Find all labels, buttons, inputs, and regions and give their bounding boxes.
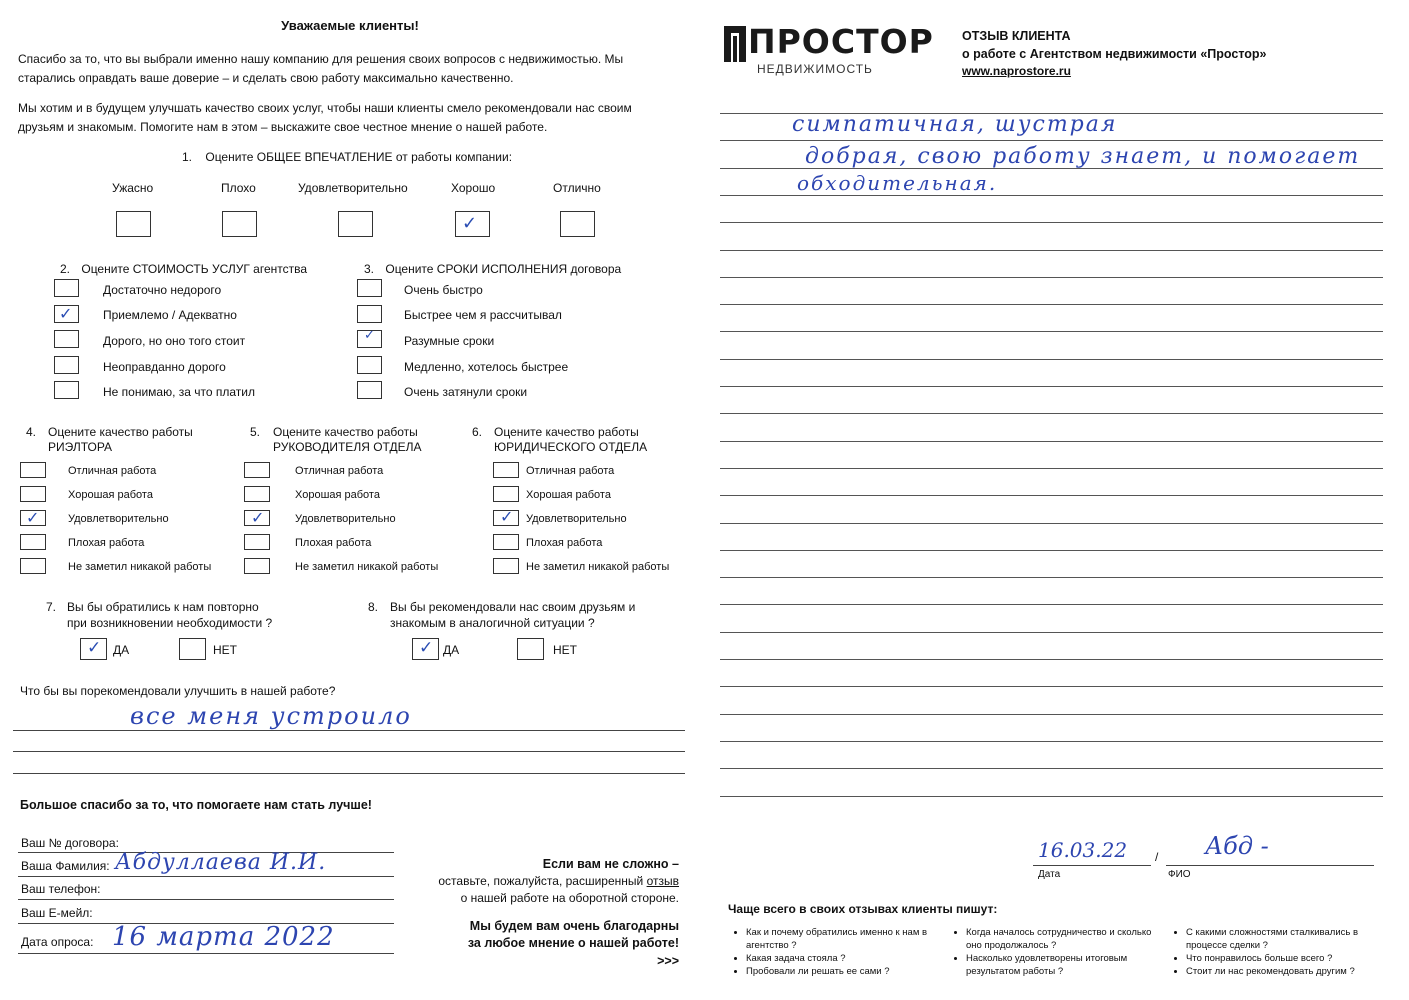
q3-option-label-2: Разумные сроки: [404, 334, 495, 348]
tips-column-1: [730, 926, 930, 978]
note-line-1: Если вам не сложно –: [542, 857, 679, 871]
q1-option-label-2: Удовлетворительно: [298, 181, 408, 195]
q5-option-label-2: Удовлетворительно: [295, 513, 396, 525]
check-mark-icon: ✓: [87, 638, 102, 658]
signature-fio-line: [1166, 865, 1374, 866]
q4-option-label-3: Плохая работа: [68, 537, 145, 549]
review-text-line-1[interactable]: симпатичная, шустрая: [792, 112, 1118, 137]
q8-title-line-2: знакомым в аналогичной ситуации ?: [390, 616, 595, 630]
note-line-2: [400, 873, 679, 890]
q4-title-line-1: Оцените качество работы: [48, 425, 193, 439]
greeting-title: Уважаемые клиенты!: [281, 18, 419, 33]
review-rule-line: [720, 577, 1383, 578]
company-website-link[interactable]: www.naprostore.ru: [962, 64, 1071, 78]
q6-checkbox-2[interactable]: [493, 507, 519, 526]
q2-checkbox-2[interactable]: [54, 330, 79, 348]
review-rule-line: [720, 304, 1383, 305]
q6-number: 6.: [472, 425, 483, 439]
q5-checkbox-1[interactable]: [244, 486, 270, 502]
q4-checkbox-2[interactable]: [20, 510, 46, 526]
q4-title-line-2: РИЭЛТОРА: [48, 440, 113, 454]
review-rule-line: [720, 604, 1383, 605]
q3-checkbox-1[interactable]: [357, 305, 382, 323]
signature-fio[interactable]: Абд -: [1205, 832, 1269, 860]
review-header-title: ОТЗЫВ КЛИЕНТА: [962, 29, 1071, 43]
q7-title-line-2: при возникновении необходимости ?: [67, 616, 273, 630]
q3-option-label-1: Быстрее чем я рассчитывал: [404, 308, 562, 322]
q7-title-line-1: Вы бы обратились к нам повторно: [67, 600, 259, 614]
q4-number: 4.: [26, 425, 37, 439]
review-rule-line: [720, 250, 1383, 251]
logo-subtitle: НЕДВИЖИМОСТЬ: [757, 62, 873, 76]
q4-checkbox-1[interactable]: [20, 486, 46, 502]
q2-option-label-1: Приемлемо / Адекватно: [103, 308, 237, 322]
q1-checkbox-0[interactable]: [116, 211, 151, 237]
tips-column-2: [950, 926, 1155, 978]
review-rule-line: [720, 550, 1383, 551]
q5-checkbox-2[interactable]: [244, 510, 270, 526]
q2-option-label-2: Дорого, но оно того стоит: [103, 334, 246, 348]
note-line-5: за любое мнение о нашей работе!: [467, 936, 679, 950]
intro-paragraph-2: Мы хотим и в будущем улучшать качество своих услуг, чтобы наши клиенты смело рекомендовали нас своим друзьям и знакомым. Помогите нам в этом – выскажите свое честное мнение о нашей работе.: [18, 101, 632, 134]
q7-no-checkbox[interactable]: [179, 638, 206, 660]
tip-item: • Когда началось сотрудничество и сколько оно продолжалось ?: [966, 926, 1155, 952]
q3-title: [364, 262, 621, 276]
company-logo: [724, 22, 934, 80]
tip-item: • С какими сложностями сталкивались в процессе сделки ?: [1186, 926, 1360, 952]
q1-number: 1.: [182, 150, 193, 164]
thanks-text: Большое спасибо за то, что помогаете нам стать лучше!: [20, 798, 372, 812]
review-rule-line: [720, 768, 1383, 769]
tips-column-3: [1170, 926, 1360, 978]
q4-option-label-2: Удовлетворительно: [68, 513, 169, 525]
tip-item: • Стоит ли нас рекомендовать другим ?: [1186, 965, 1360, 978]
review-rule-line: [720, 441, 1383, 442]
q4-checkbox-0[interactable]: [20, 462, 46, 478]
logo-brand: ПРОСТОР: [748, 22, 934, 61]
q1-checkbox-4[interactable]: [560, 211, 595, 237]
q3-option-label-0: Очень быстро: [404, 283, 483, 297]
date-label: Дата опроса:: [21, 935, 94, 949]
review-rule-line: [720, 523, 1383, 524]
q2-checkbox-0[interactable]: [54, 279, 79, 297]
q1-option-label-0: Ужасно: [112, 181, 154, 195]
note-line-2-text: оставьте, пожалуйста, расширенный: [438, 874, 647, 888]
logo-mark-icon: [724, 26, 746, 62]
q8-yes-checkbox[interactable]: [412, 638, 439, 660]
surname-field[interactable]: Абдуллаева И.И.: [115, 850, 327, 875]
check-mark-icon: ✓: [251, 508, 265, 527]
q3-option-label-3: Медленно, хотелось быстрее: [404, 360, 569, 374]
review-rule-line: [720, 413, 1383, 414]
q8-no-checkbox[interactable]: [517, 638, 544, 660]
review-rule-line: [720, 741, 1383, 742]
q1-option-label-3: Хорошо: [451, 181, 496, 195]
review-rule-line: [720, 195, 1383, 196]
q6-checkbox-1[interactable]: [493, 486, 519, 502]
review-text-line-2[interactable]: добрая, свою работу знает, и помогает: [805, 144, 1361, 169]
q6-option-label-2: Удовлетворительно: [526, 513, 627, 525]
review-rule-line: [720, 359, 1383, 360]
review-ruled-area[interactable]: [720, 110, 1383, 810]
q2-option-label-4: Не понимаю, за что платил: [103, 385, 256, 399]
q3-option-label-4: Очень затянули сроки: [404, 385, 528, 399]
q7-yes-label: ДА: [113, 643, 130, 657]
q2-checkbox-3[interactable]: [54, 356, 79, 374]
q1-checkbox-2[interactable]: [338, 211, 373, 237]
q3-checkbox-0[interactable]: [357, 279, 382, 297]
signature-separator: /: [1155, 850, 1159, 864]
q2-option-label-3: Неоправданно дорого: [103, 360, 226, 374]
q5-option-label-0: Отличная работа: [295, 465, 384, 477]
review-rule-line: [720, 140, 1383, 141]
intro-paragraph-1: Спасибо за то, что вы выбрали именно нашу компанию для решения своих вопросов с недвижимостью. Мы старались оправдать ваше доверие – и сделать свою работу максимально качественно.: [18, 52, 624, 85]
q8-no-label: НЕТ: [553, 643, 577, 657]
q5-title-line-2: РУКОВОДИТЕЛЯ ОТДЕЛА: [273, 440, 422, 454]
q7-yes-checkbox[interactable]: [80, 638, 107, 660]
review-rule-line: [720, 659, 1383, 660]
q1-checkbox-3[interactable]: [455, 211, 490, 237]
q4-option-label-0: Отличная работа: [68, 465, 157, 477]
review-rule-line: [720, 386, 1383, 387]
q8-yes-label: ДА: [443, 643, 460, 657]
tip-item: • Что понравилось больше всего ?: [1186, 952, 1360, 965]
improve-line-1: [13, 730, 685, 731]
improve-line-3: [13, 773, 685, 774]
q8-number: 8.: [368, 600, 379, 614]
q5-option-label-1: Хорошая работа: [295, 489, 380, 501]
q6-checkbox-0[interactable]: [493, 462, 519, 478]
note-line-3: о нашей работе на оборотной стороне.: [460, 891, 679, 905]
tip-item: • Насколько удовлетворены итоговым результатом работы ?: [966, 952, 1155, 978]
note-line-4: Мы будем вам очень благодарны: [469, 919, 679, 933]
review-rule-line: [720, 714, 1383, 715]
signature-date[interactable]: 16.03.22: [1038, 838, 1128, 862]
reverse-side-note: [400, 856, 679, 970]
q6-checkbox-3[interactable]: [493, 534, 519, 550]
email-label: Ваш Е-мейл:: [21, 906, 93, 920]
q3-text: Оцените СРОКИ ИСПОЛНЕНИЯ договора: [385, 262, 622, 276]
q1-option-label-4: Отлично: [553, 181, 601, 195]
tip-item: • Пробовали ли решать ее сами ?: [746, 965, 930, 978]
review-text-line-3[interactable]: обходительная.: [797, 171, 998, 195]
q2-title: [60, 262, 307, 276]
phone-line: [18, 899, 394, 900]
review-rule-line: [720, 796, 1383, 797]
q1-option-label-1: Плохо: [221, 181, 256, 195]
tips-title: Чаще всего в своих отзывах клиенты пишут:: [728, 902, 998, 916]
q5-checkbox-3[interactable]: [244, 534, 270, 550]
date-line: [18, 953, 394, 954]
q1-checkbox-1[interactable]: [222, 211, 257, 237]
tip-item: • Какая задача стояла ?: [746, 952, 930, 965]
check-mark-icon: ✓: [500, 507, 514, 526]
q2-checkbox-4[interactable]: [54, 381, 79, 399]
check-mark-icon: ✓: [59, 304, 73, 323]
review-rule-line: [720, 686, 1383, 687]
q2-text: Оцените СТОИМОСТЬ УСЛУГ агентства: [81, 262, 308, 276]
signature-fio-label: ФИО: [1168, 869, 1191, 880]
review-rule-line: [720, 495, 1383, 496]
review-rule-line: [720, 632, 1383, 633]
phone-label: Ваш телефон:: [21, 882, 101, 896]
q8-title-line-1: Вы бы рекомендовали нас своим друзьям и: [390, 600, 636, 614]
review-rule-line: [720, 331, 1383, 332]
signature-date-label: Дата: [1038, 869, 1061, 880]
q5-number: 5.: [250, 425, 261, 439]
improve-question: Что бы вы порекомендовали улучшить в нашей работе?: [20, 684, 336, 698]
surname-line: [18, 876, 394, 877]
signature-date-line: [1033, 865, 1151, 866]
q1-text: Оцените ОБЩЕЕ ВПЕЧАТЛЕНИЕ от работы компании:: [205, 150, 513, 164]
q5-option-label-4: Не заметил никакой работы: [295, 561, 439, 573]
review-link[interactable]: отзыв: [646, 874, 679, 888]
q7-no-label: НЕТ: [213, 643, 237, 657]
q6-option-label-0: Отличная работа: [526, 465, 615, 477]
review-rule-line: [720, 222, 1383, 223]
q6-checkbox-4[interactable]: [493, 558, 519, 574]
q5-title-line-1: Оцените качество работы: [273, 425, 418, 439]
q3-checkbox-4[interactable]: [357, 381, 382, 399]
check-mark-icon: ✓: [26, 508, 40, 527]
improve-line-2: [13, 751, 685, 752]
q5-option-label-3: Плохая работа: [295, 537, 372, 549]
review-rule-line: [720, 277, 1383, 278]
review-rule-line: [720, 468, 1383, 469]
contract-label: Ваш № договора:: [21, 836, 119, 850]
tip-item: • Как и почему обратились именно к нам в агентство ?: [746, 926, 930, 952]
q4-checkbox-3[interactable]: [20, 534, 46, 550]
q6-title-line-2: ЮРИДИЧЕСКОГО ОТДЕЛА: [494, 440, 648, 454]
q3-number: 3.: [364, 262, 375, 276]
q3-checkbox-2[interactable]: [357, 330, 382, 348]
q1-title: [182, 150, 512, 164]
q5-checkbox-0[interactable]: [244, 462, 270, 478]
q4-option-label-1: Хорошая работа: [68, 489, 153, 501]
improve-answer[interactable]: все меня устроило: [130, 702, 412, 730]
q2-checkbox-1[interactable]: [54, 305, 79, 323]
surname-label: Ваша Фамилия:: [21, 859, 110, 873]
q6-option-label-1: Хорошая работа: [526, 489, 611, 501]
q3-checkbox-3[interactable]: [357, 356, 382, 374]
q2-option-label-0: Достаточно недорого: [103, 283, 222, 297]
q4-checkbox-4[interactable]: [20, 558, 46, 574]
date-field[interactable]: 16 марта 2022: [112, 922, 335, 952]
q4-option-label-4: Не заметил никакой работы: [68, 561, 212, 573]
q6-option-label-3: Плохая работа: [526, 537, 603, 549]
q5-checkbox-4[interactable]: [244, 558, 270, 574]
q6-option-label-4: Не заметил никакой работы: [526, 561, 670, 573]
check-mark-icon: ✓: [462, 213, 478, 234]
q2-number: 2.: [60, 262, 71, 276]
check-mark-icon: ✓: [364, 328, 375, 343]
review-header-subtitle: о работе с Агентством недвижимости «Простор»: [962, 47, 1267, 61]
q6-title-line-1: Оцените качество работы: [494, 425, 639, 439]
check-mark-icon: ✓: [419, 638, 434, 658]
note-arrows: >>>: [657, 954, 679, 968]
q7-number: 7.: [46, 600, 57, 614]
